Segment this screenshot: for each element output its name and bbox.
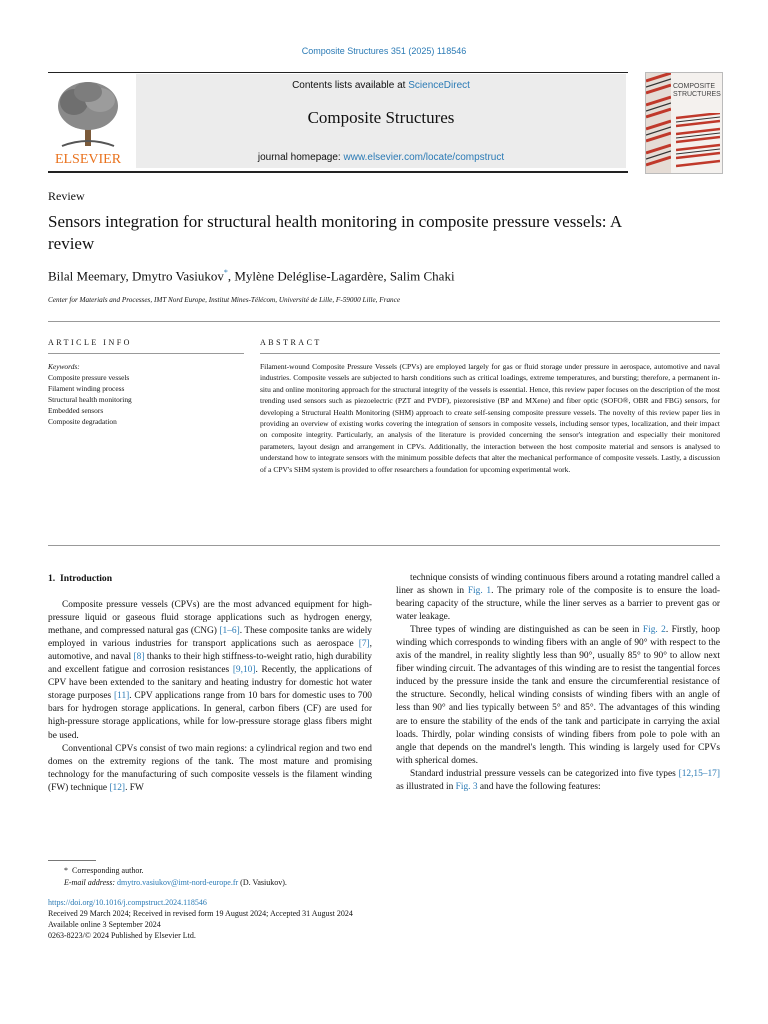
article-type: Review	[48, 189, 85, 203]
author-separator: ,	[383, 268, 390, 284]
right-paragraphs	[396, 572, 720, 794]
citation-link[interactable]: [1–6]	[219, 626, 240, 637]
corresponding-author-mark[interactable]: *	[223, 268, 228, 277]
copyright: 0263-8223/© 2024 Published by Elsevier Ltd.	[48, 931, 196, 940]
homepage-prefix: journal homepage:	[257, 152, 344, 163]
author-separator: ,	[227, 268, 235, 284]
elsevier-logo[interactable]	[48, 76, 128, 166]
cover-pattern-icon	[646, 73, 671, 173]
abstract-heading: ABSTRACT	[260, 338, 322, 347]
paragraph-text: and have the following features:	[477, 781, 601, 792]
paragraph-text: . Recently, the applications of CPV have been extended to the sanitary and heating industry for domestic hot water storage purposes	[48, 665, 372, 702]
contents-prefix: Contents lists available at	[292, 80, 409, 91]
footnotes	[48, 865, 728, 889]
email-suffix: (D. Vasiukov).	[240, 878, 287, 887]
homepage-link[interactable]: www.elsevier.com/locate/compstruct	[343, 152, 505, 163]
paragraph-text: Conventional CPVs consist of two main regions: a cylindrical region and two end domes on the extremity regions of the tank. The most mature and promising technology for the manufacturing of such composite vessels is the filament winding (FW) technique	[48, 743, 372, 793]
paragraph-text: thanks to their high stiffness-to-weight ratio, high durability and excellent fatigue and corrosion resistances	[48, 652, 372, 676]
email-note	[48, 877, 728, 889]
keyword: Filament winding process	[48, 384, 125, 393]
author-separator: ,	[125, 268, 132, 284]
publication-metadata	[48, 897, 728, 941]
paragraph-text: , automotive, and naval	[48, 639, 372, 663]
author-name[interactable]: Salim Chaki	[389, 268, 455, 284]
paragraph-text: . CPV applications range from 10 bars for domestic uses to 700 bars for hydrogen storage applications. In general, carbon fibers (CF) are used for high-pressure storage applications, while for low-pressure storage glass fibers might be used.	[48, 691, 372, 741]
article-title: Sensors integration for structural health monitoring in composite pressure vessels: A review	[48, 212, 622, 253]
citation-link[interactable]: [8]	[133, 652, 145, 663]
publication-history: Received 29 March 2024; Received in revised form 19 August 2024; Accepted 31 August 2024	[48, 909, 353, 918]
keywords-label: Keywords:	[48, 362, 80, 371]
keyword: Composite degradation	[48, 417, 117, 426]
paragraph-text: technique consists of winding continuous fibers around a rotating mandrel called a liner as shown in	[396, 573, 720, 597]
section-heading-introduction	[48, 572, 372, 585]
doi-link[interactable]: https://doi.org/10.1016/j.compstruct.2024.118546	[48, 898, 207, 907]
article-info-rule	[48, 353, 244, 354]
email-label: E-mail address:	[64, 878, 116, 887]
keywords-block	[48, 361, 244, 427]
paragraph	[396, 572, 720, 624]
cover-title: COMPOSITE STRUCTURES	[673, 83, 721, 98]
footnote-rule	[48, 860, 96, 861]
abstract-bottom-rule	[48, 545, 720, 546]
citation-link[interactable]: Fig. 2	[642, 625, 666, 636]
body-column-right	[396, 572, 720, 794]
masthead-bottom-rule	[48, 171, 628, 173]
paragraph-text: . These composite tanks are widely employed in various industries for transport applications such as aerospace	[48, 626, 372, 650]
keyword: Composite pressure vessels	[48, 373, 130, 382]
citation-link[interactable]: [11]	[113, 691, 130, 702]
section-number: 1.	[48, 573, 56, 584]
footnote-mark: *	[64, 866, 68, 875]
keyword: Structural health monitoring	[48, 395, 132, 404]
citation-link[interactable]: [9,10]	[232, 665, 256, 676]
paragraph	[48, 599, 372, 743]
sciencedirect-link[interactable]: ScienceDirect	[408, 80, 470, 91]
online-date: Available online 3 September 2024	[48, 920, 161, 929]
paragraph-text: Composite pressure vessels (CPVs) are the most advanced equipment for high-pressure liquid or gaseous fluid storage applications such as hydrogen energy, methane, and compressed natural gas (CNG)	[48, 600, 372, 637]
paragraph	[48, 743, 372, 795]
paragraph-text: . The primary role of the composite is to ensure the load-bearing capacity of the structure, while the liner serves as a barrier to prevent gas or water leakage.	[396, 586, 721, 623]
paragraph-text: as illustrated in	[396, 781, 456, 792]
affiliation: Center for Materials and Processes, IMT Nord Europe, Institut Mines-Télécom, Université de Lille, F-59000 Lille, France	[48, 296, 401, 304]
footnote-text: Corresponding author.	[72, 866, 144, 875]
elsevier-tree-icon	[48, 76, 128, 166]
homepage-line	[136, 152, 626, 163]
citation-link[interactable]: Fig. 3	[455, 781, 478, 792]
body-column-left	[48, 572, 372, 795]
section-title: Introduction	[60, 573, 113, 584]
paragraph	[396, 768, 720, 794]
journal-title: Composite Structures	[307, 108, 455, 127]
citation-link[interactable]: [12,15–17]	[678, 768, 720, 779]
corresponding-author-note	[48, 865, 728, 877]
email-link[interactable]: dmytro.vasiukov@imt-nord-europe.fr	[117, 878, 239, 887]
journal-reference[interactable]: Composite Structures 351 (2025) 118546	[301, 46, 467, 56]
paragraph-text: . FW	[125, 782, 144, 793]
paragraph	[396, 624, 720, 768]
keyword: Embedded sensors	[48, 406, 104, 415]
article-info-heading: ARTICLE INFO	[48, 338, 132, 347]
paragraph-text: Three types of winding are distinguished as can be seen in	[410, 625, 643, 636]
paragraph-text: Standard industrial pressure vessels can be categorized into five types	[410, 768, 679, 779]
abstract-rule	[260, 353, 720, 354]
paragraph-text: . Firstly, hoop winding which corresponds to winding fibers with an angle of 90° with respect to the axis of the mandrel, in reality slightly less than 90°, usually 85° to 90° to allow next fiber winding circuit. The advantages of this winding are to resist the tangential forces induced by the pressure inside the tank and ensure the circumferential resistance of the structure. Secondly, helical winding consists of winding fibers with an angle of less than 90° and lies typically between 5° and 85°. The advantages of this winding are to ensure the stability of the ends of the tank and participate in carrying the axial loads. Thirdly, polar winding consists of winding fibers from pole to pole with an angle that depends on the mandrel's length. This winding is largely used for CPVs with spherical domes.	[396, 625, 720, 766]
header-divider	[48, 321, 720, 322]
journal-cover-thumbnail[interactable]	[645, 72, 723, 174]
left-paragraphs	[48, 599, 372, 795]
author-list	[48, 268, 455, 284]
citation-link[interactable]: Fig. 1	[467, 586, 492, 597]
author-name[interactable]: Bilal Meemary	[48, 268, 126, 284]
author-name[interactable]: Mylène Deléglise-Lagardère	[234, 268, 384, 284]
citation-link[interactable]: [12]	[109, 782, 126, 793]
abstract-text: Filament-wound Composite Pressure Vessels (CPVs) are employed largely for gas or fluid storage under pressure in aerospace, automotive and naval industries. Composite vessels are subjected to harsh conditions such as critical loadings, extreme temperatures, and bursting; therefore, a permanent in-situ and online monitoring approach for the structural integrity of the vessels is essential. Hence, this review paper focuses on the description of the most trending used sensors such as piezoelectric (PZT and PVDF), piezoresistive (BP and MXene) and fiber optic (SOFO®, OBR and FBG) sensors, for developing a Structural Health Monitoring (SHM) approach to create self-sensing composite pressure vessels. The novelty of this review paper lies in providing an overview of existing works covering the integration of sensors in composite vessels, including sensor types, localization, and their impact on composite integrity. Particularly, an analysis of the literature is provided concerning the sensor's integration and especially their monitored parameters, layout design and arrangement in CPVs. Additionally, the interaction between the host composite material and sensors is analysed to understand how to integrate sensors with the minimum possible defects that alter the mechanical performance of composite vessels. Lastly, a discussion of a CPV's SHM system is provided to offer researchers a foundation for upcoming experimental work.	[260, 362, 720, 474]
cover-art-icon	[676, 113, 720, 169]
elsevier-wordmark: ELSEVIER	[54, 152, 122, 166]
author-name[interactable]: Dmytro Vasiukov	[132, 268, 224, 284]
contents-line	[136, 80, 626, 91]
citation-link[interactable]: [7]	[358, 639, 370, 650]
masthead-top-rule	[48, 72, 628, 73]
